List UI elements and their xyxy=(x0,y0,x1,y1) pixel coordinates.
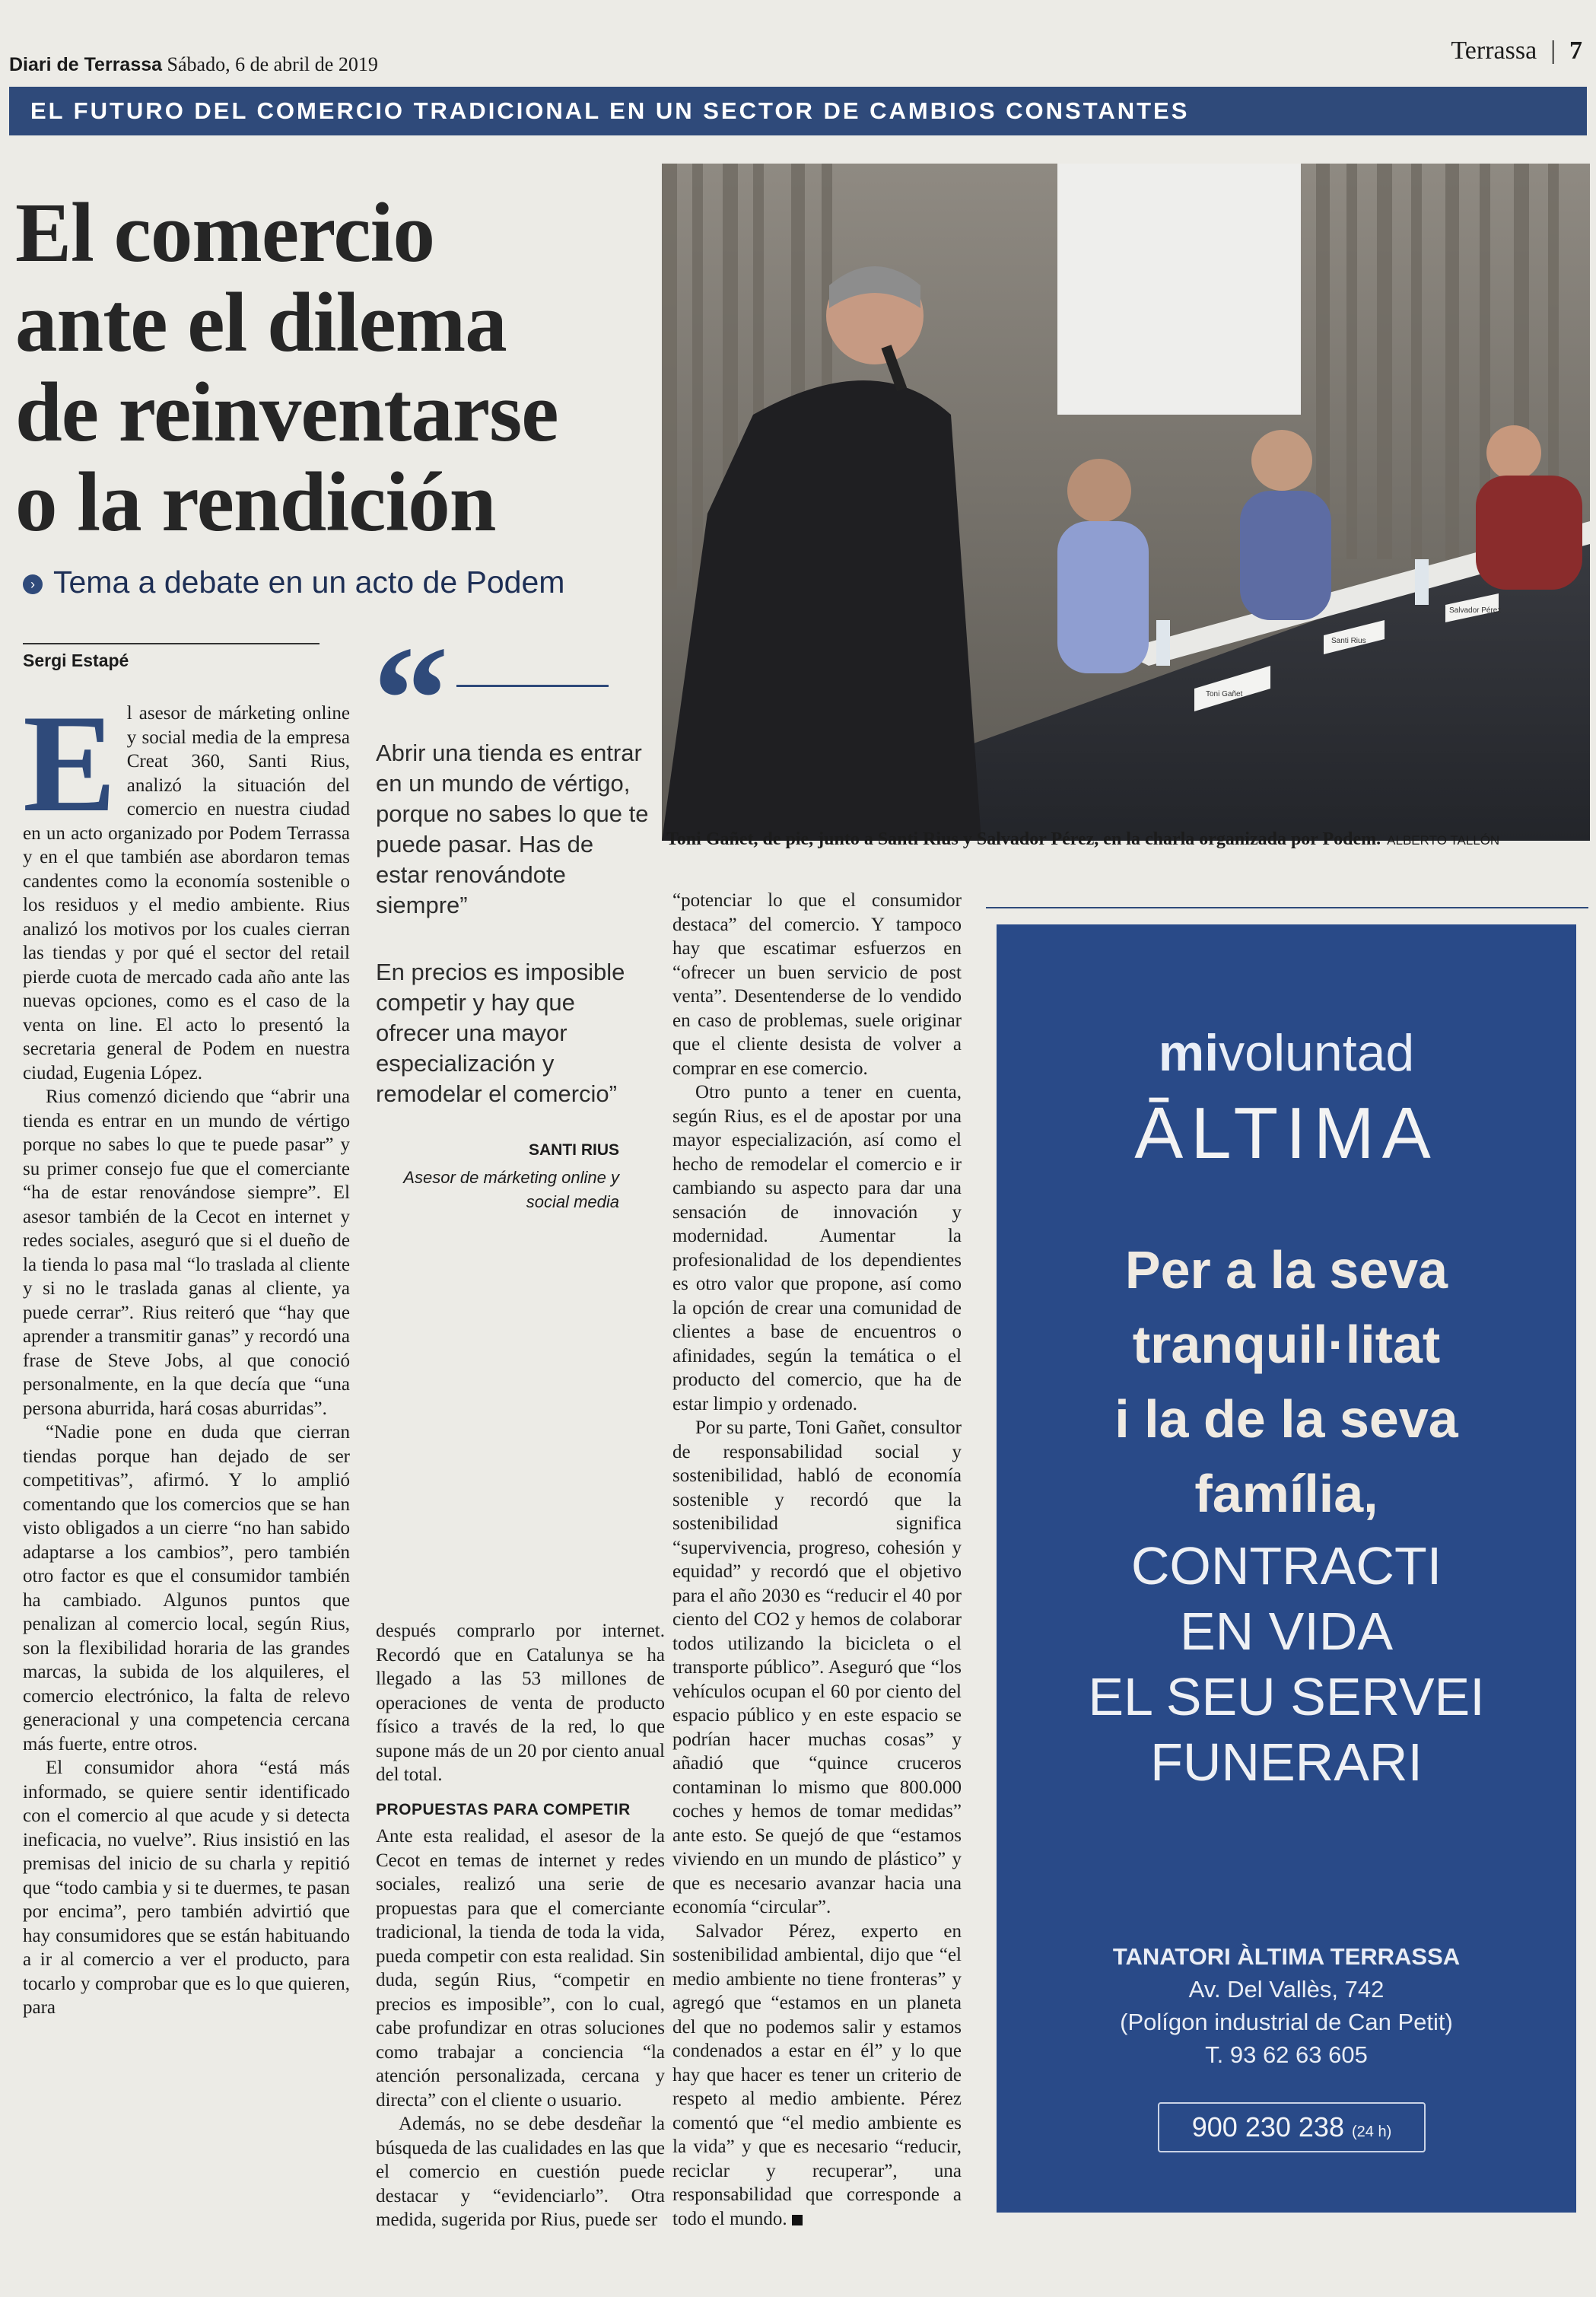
ad-headline-line: tranquil·litat xyxy=(1132,1315,1441,1374)
article-photo xyxy=(662,164,1590,841)
article-column-2 xyxy=(376,1619,665,2289)
article-column-3 xyxy=(672,889,962,2289)
ad-phone-note: (24 h) xyxy=(1351,2124,1392,2140)
paragraph: Por su parte, Toni Gañet, consultor de responsabilidad social y sostenibilidad, habló de economía sostenible y recordó que la sostenibilidad significa “supervivencia, progreso, cohesión y equidad” y recordó que el objetivo para el año 2030 es “reducir el 40 por ciento del CO2 y hemos de colaborar todos utilizando la bicicleta o el transporte público”. Aseguró que “los vehículos ocupan el 60 por ciento del espacio público y en este espacio se podrían hacer muchas cosas” y añadió que “quince cruceros contaminan lo mismo que 800.000 coches y hemos de tomar medidas” ante esto. Se quejó de que “estamos viviendo en un mundo de plástico” y que es necesario avanzar hacia una economía “circular”. xyxy=(672,1417,962,1917)
paragraph: El asesor de márketing online y social media de la empresa Creat 360, Santi Rius, analizó la situación del comercio en nuestra ciudad en un acto organizado por Podem Terrassa y en el que también ase abordaron temas candentes como la economía sostenible o los residuos y el medio ambiente. Rius analizó los motivos por los cuales cierran las tiendas y por qué el sector del retail pierde cuota de mercado cada año ante las nuevas opciones, como es el caso de la venta on line. El acto lo presentó la secretaria general de Podem en nuestra ciudad, Eugenia López. xyxy=(23,702,350,1083)
paragraph: “potenciar lo que el consumidor destaca” del comercio. Y tampoco hay que escatimar esfuerzos en “ofrecer un buen servicio de post venta”. Desentenderse de lo vendido en caso de problemas, suele originar que el cliente desista de volver a comprar en ese comercio. xyxy=(672,890,962,1079)
ad-top-rule xyxy=(986,907,1588,908)
paragraph: Además, no se debe desdeñar la búsqueda de las cualidades en las que el comercio en cuestión puede destacar y “evidenciarlo”. Otra medida, sugerida por Rius, puede ser xyxy=(376,2114,665,2230)
ad-headline xyxy=(997,1233,1576,1531)
ad-business-name: TANATORI ÀLTIMA TERRASSA xyxy=(1112,1943,1461,1970)
page-number: 7 xyxy=(1569,37,1582,65)
paragraph: El consumidor ahora “está más informado, se quiere sentir identificado con el comercio al que acude y si detecta ineficacia, no vuelve”. Rius insistió en las premisas del inicio de su charla y repitió que “todo cambia y si te duermes, te pasan por encima”, pero también advirtió que hay consumidores que se están habituando a ir al comercio a ver el producto, para tocarlo y comprobar que es lo que quieren, para xyxy=(23,1758,350,2018)
headline-line: de reinventarse xyxy=(15,366,558,460)
masthead xyxy=(9,53,378,76)
paragraph: Salvador Pérez, experto en sostenibilidad ambiental, dijo que “el medio ambiente no tiene fronteras” y agregó que “estamos en un planeta del que no podemos salir y estamos condenados a estar en él” y lo que hay que hacer es tener un criterio de respeto al medio ambiente. Pérez comentó que “el medio ambiente es la vida” y que es necesario “reducir, reciclar y recuperar”, una responsabilidad que corresponde a todo el mundo. xyxy=(672,1920,962,2229)
ad-address-line: (Polígon industrial de Can Petit) xyxy=(1120,2009,1453,2035)
nameplate-text: Toni Gañet xyxy=(1206,690,1243,698)
caption-text: Toni Gañet, de pie, junto a Santi Rius y Salvador Pérez, en la charla organizada por Podem. xyxy=(666,829,1381,849)
paragraph: “Nadie pone en duda que cierran tiendas porque han dejado de ser competitivas”, afirmó. Y lo amplió comentando que los comercios que se han visto obligados a un cierre “no han sabido adaptarse a los cambios”, pero también otro factor es que el consumidor también ha cambiado. Algunos puntos que penalizan al comercio local, según Rius, son la flexibilidad horaria de las grandes marcas, la subida de los alquileres, el comercio electrónico, la falta de relevo generacional y una competencia cercana más fuerte, entre otros. xyxy=(23,1422,350,1755)
headline xyxy=(15,186,654,549)
end-of-article-icon xyxy=(792,2215,803,2225)
nameplate-text: Salvador Pérez xyxy=(1449,606,1502,615)
arrow-bullet-icon: › xyxy=(23,574,43,594)
photo-credit: ALBERTO TALLÓN xyxy=(1387,833,1500,848)
quote-mark-icon: “ xyxy=(373,616,449,784)
drop-cap: E xyxy=(23,702,116,841)
ad-message-line: CONTRACTI xyxy=(1130,1536,1442,1595)
pull-quote-1: Abrir una tienda es entrar en un mundo de vértigo, porque no sabes lo que te puede pasar. Has de estar renovándote siempre” xyxy=(376,740,649,918)
event-photo-illustration xyxy=(662,164,1590,841)
quote-attribution-name: SANTI RIUS xyxy=(528,1141,619,1159)
ad-brand-mi: mi xyxy=(1158,1024,1219,1082)
quote-attribution-role: Asesor de márketing online y social media xyxy=(403,1168,619,1211)
ad-message xyxy=(997,1533,1576,1795)
section-bar: EL FUTURO DEL COMERCIO TRADICIONAL EN UN SECTOR DE CAMBIOS CONSTANTES xyxy=(9,87,1587,135)
paper-name: Diari de Terrassa xyxy=(9,54,163,75)
quote-rule xyxy=(456,685,609,687)
byline: Sergi Estapé xyxy=(23,651,129,670)
subsection-heading: PROPUESTAS PARA COMPETIR xyxy=(376,1800,631,1818)
nameplate-text: Santi Rius xyxy=(1331,637,1366,645)
ad-brand-voluntad: voluntad xyxy=(1219,1024,1415,1082)
ad-headline-line: família, xyxy=(1194,1464,1378,1523)
paragraph: Otro punto a tener en cuenta, según Rius, es el de apostar por una mayor especialización, así como el hecho de remodelar el comercio e ir cambiando su aspecto para dar una sensación de innovación y modernidad. Aumentar la profesionalidad de los dependientes es otro valor que propone, así como la opción de crear una comunidad de clientes a base de encuentros o afinidades, según la temática o el producto del comercio, que ha de estar limpio y ordenado. xyxy=(672,1082,962,1414)
issue-date: Sábado, 6 de abril de 2019 xyxy=(167,53,378,75)
photo-caption xyxy=(666,829,1587,850)
headline-line: ante el dilema xyxy=(15,276,507,370)
subheadline-text: Tema a debate en un acto de Podem xyxy=(53,565,565,600)
ad-headline-line: Per a la seva xyxy=(1124,1240,1448,1300)
ad-message-line: EN VIDA xyxy=(1179,1602,1394,1661)
paragraph: Rius comenzó diciendo que “abrir una tienda es entrar en un mundo de vértigo porque no sabes lo que te puede pasar” y su primer consejo fue que el comerciante “ha de estar renovándose siempre”. El asesor también de la Cecot en internet y redes sociales, aseguró que si el dueño de la tienda lo pasa mal “lo traslada al cliente y si no le traslada ganas al cliente, ya puede cerrar”. Rius reiteró que “hay que aprender a transmitir ganas” y recordó una frase de Steve Jobs, al que conoció personalmente, en la que decía que “una persona aburrida, hará cosas aburridas”. xyxy=(23,1086,350,1419)
paragraph: después comprarlo por internet. Recordó que en Catalunya se ha llegado a las 53 millones de operaciones de venta de producto físico a través de la red, lo que supone más de un 20 por ciento anual del total. xyxy=(376,1621,665,1785)
pull-quote-2: En precios es imposible competir y hay que ofrecer una mayor especialización y remodelar el comercio” xyxy=(376,959,625,1107)
ad-phone-number: 900 230 238 xyxy=(1191,2111,1344,2143)
ad-address-block xyxy=(997,1940,1576,2071)
headline-line: El comercio xyxy=(15,186,434,280)
ad-phone-box xyxy=(1158,2102,1426,2152)
ad-message-line: EL SEU SERVEI xyxy=(1088,1667,1485,1726)
article-column-1 xyxy=(23,702,350,2292)
paragraph: Ante esta realidad, el asesor de la Cecot en temas de internet y redes sociales, realizó una serie de propuestas para que el comerciante tradicional, la tienda de toda la vida, pueda competir con esta realidad. Sin duda, según Rius, “competir en precios es imposible”, con lo cual, cabe profundizar en otras soluciones como trabajar a conciencia “la atención personalizada, cercana y directa” con el cliente o usuario. xyxy=(376,1826,665,2111)
section-city: Terrassa xyxy=(1451,37,1537,65)
subheadline xyxy=(23,565,564,600)
ad-headline-line: i la de la seva xyxy=(1114,1389,1458,1449)
ad-telephone: T. 93 62 63 605 xyxy=(1205,2041,1368,2068)
headline-line: o la rendición xyxy=(15,456,496,549)
ad-message-line: FUNERARI xyxy=(1150,1732,1423,1792)
advertisement xyxy=(997,924,1576,2213)
page-folio: Terrassa | 7 xyxy=(1451,37,1582,65)
byline-rule xyxy=(23,643,320,644)
ad-brand xyxy=(997,1023,1576,1083)
ad-logo-altima: ĀLTIMA xyxy=(1134,1093,1439,1174)
ad-address-line: Av. Del Vallès, 742 xyxy=(1188,1976,1385,2003)
